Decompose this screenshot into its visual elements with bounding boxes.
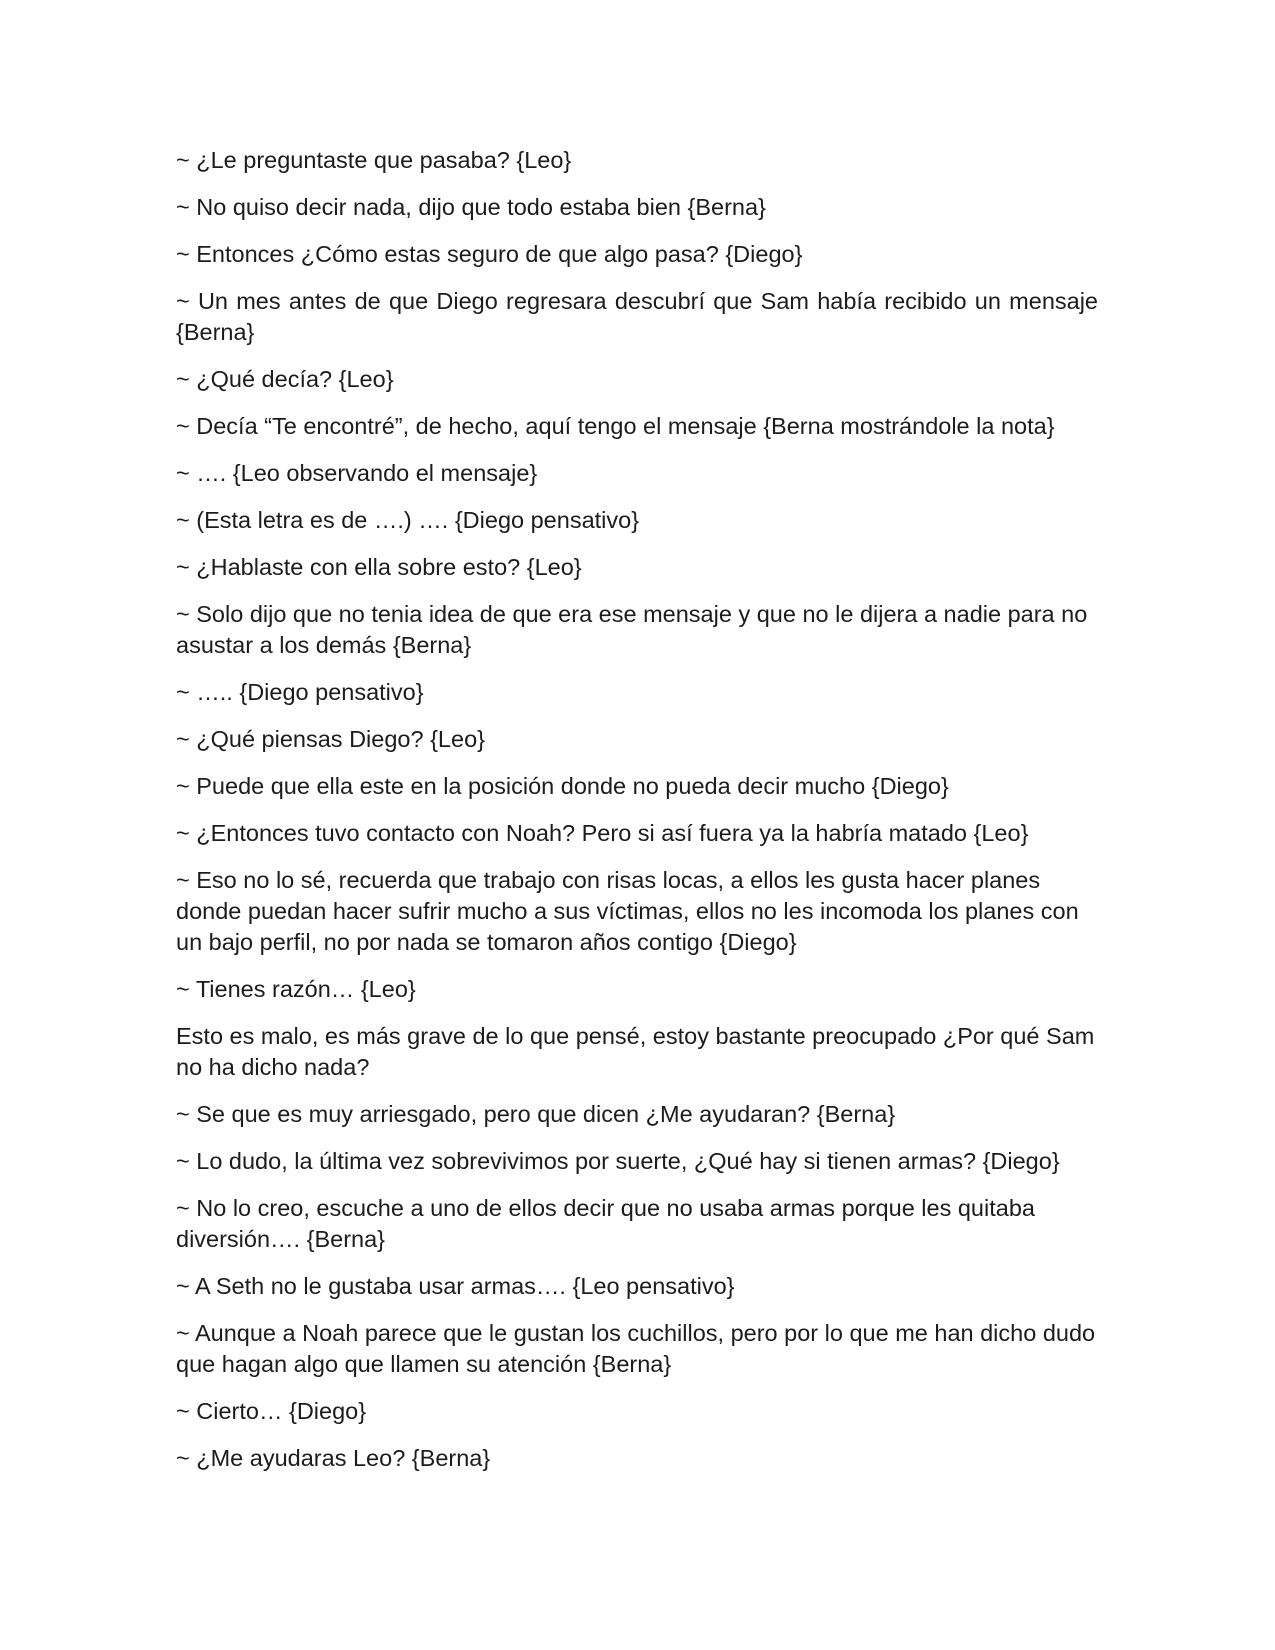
dialogue-line: ~ Tienes razón… {Leo} <box>176 976 416 1002</box>
document-page <box>176 145 1098 1490</box>
dialogue-line: ~ Lo dudo, la última vez sobrevivimos por suerte, ¿Qué hay si tienen armas? {Diego} <box>176 1148 1060 1174</box>
dialogue-line: ~ ¿Entonces tuvo contacto con Noah? Pero si así fuera ya la habría matado {Leo} <box>176 820 1029 846</box>
dialogue-line: ~ Entonces ¿Cómo estas seguro de que algo pasa? {Diego} <box>176 241 803 267</box>
dialogue-line: ~ Un mes antes de que Diego regresara descubrí que Sam había recibido un mensaje {Berna} <box>176 288 1098 345</box>
dialogue-line: ~ …. {Leo observando el mensaje} <box>176 460 538 486</box>
narration-line: Esto es malo, es más grave de lo que pensé, estoy bastante preocupado ¿Por qué Sam no ha dicho nada? <box>176 1023 1095 1080</box>
dialogue-line: ~ Decía “Te encontré”, de hecho, aquí tengo el mensaje {Berna mostrándole la nota} <box>176 413 1055 439</box>
dialogue-line: ~ (Esta letra es de ….) …. {Diego pensativo} <box>176 507 640 533</box>
dialogue-line: ~ ¿Qué piensas Diego? {Leo} <box>176 726 485 752</box>
dialogue-line: ~ No quiso decir nada, dijo que todo estaba bien {Berna} <box>176 194 766 220</box>
dialogue-line: ~ ¿Me ayudaras Leo? {Berna} <box>176 1445 491 1471</box>
dialogue-line: ~ Cierto… {Diego} <box>176 1398 367 1424</box>
dialogue-line: ~ ¿Hablaste con ella sobre esto? {Leo} <box>176 554 582 580</box>
dialogue-line: ~ Eso no lo sé, recuerda que trabajo con risas locas, a ellos les gusta hacer planes donde puedan hacer sufrir mucho a sus víctimas, ellos no les incomoda los planes con un bajo perfil, no por nada se tomaron años contigo {Diego} <box>176 867 1079 955</box>
dialogue-line: ~ Puede que ella este en la posición donde no pueda decir mucho {Diego} <box>176 773 949 799</box>
dialogue-line: ~ Solo dijo que no tenia idea de que era ese mensaje y que no le dijera a nadie para no asustar a los demás {Berna} <box>176 601 1088 658</box>
dialogue-line: ~ No lo creo, escuche a uno de ellos decir que no usaba armas porque les quitaba diversión…. {Berna} <box>176 1195 1035 1252</box>
dialogue-line: ~ Se que es muy arriesgado, pero que dicen ¿Me ayudaran? {Berna} <box>176 1101 896 1127</box>
dialogue-line: ~ ….. {Diego pensativo} <box>176 679 424 705</box>
dialogue-line: ~ A Seth no le gustaba usar armas…. {Leo pensativo} <box>176 1273 735 1299</box>
dialogue-line: ~ ¿Qué decía? {Leo} <box>176 366 394 392</box>
dialogue-line: ~ ¿Le preguntaste que pasaba? {Leo} <box>176 147 572 173</box>
dialogue-line: ~ Aunque a Noah parece que le gustan los cuchillos, pero por lo que me han dicho dudo que hagan algo que llamen su atención {Berna} <box>176 1320 1096 1377</box>
